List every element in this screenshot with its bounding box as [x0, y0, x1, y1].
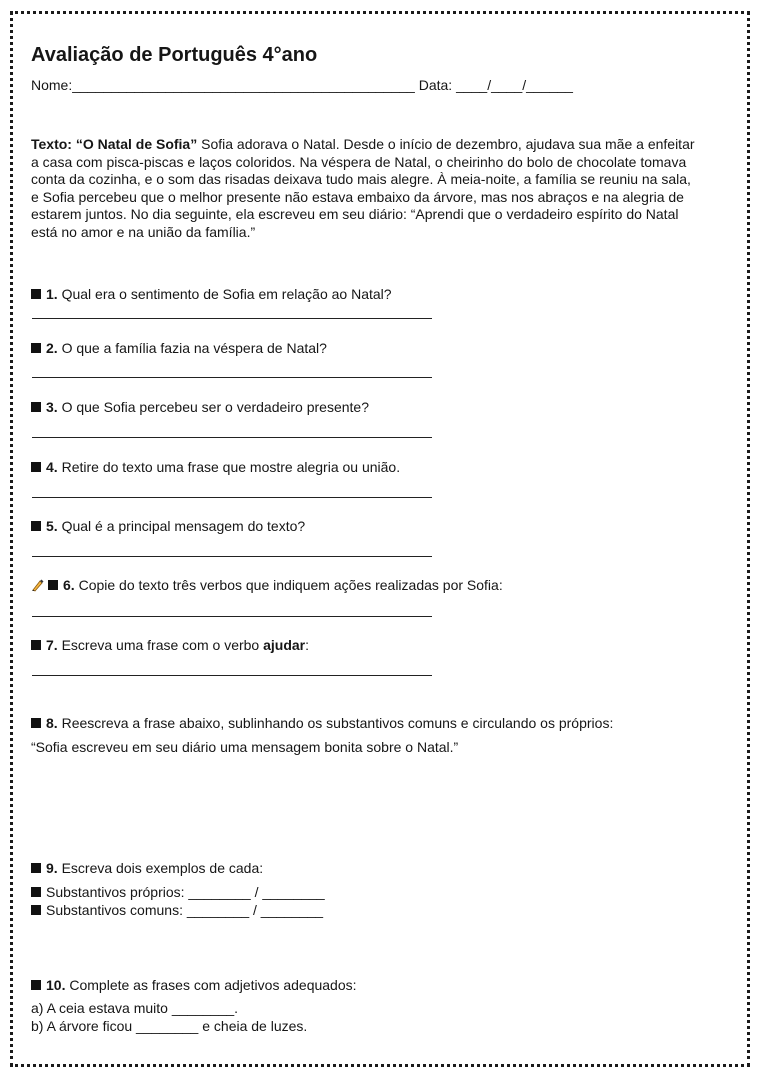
black-square-icon: [31, 462, 41, 472]
question-8-sentence: “Sofia escreveu em seu diário uma mensagem bonita sobre o Natal.”: [31, 739, 459, 755]
black-square-icon: [31, 905, 41, 915]
question-number: 8.: [46, 715, 58, 731]
question-6: [31, 577, 503, 593]
question-number: 6.: [63, 577, 75, 593]
sentence-a[interactable]: a) A ceia estava muito ________.: [31, 1000, 239, 1016]
black-square-icon: [31, 289, 41, 299]
answer-line[interactable]: [32, 497, 432, 498]
black-square-icon: [31, 863, 41, 873]
question-text: Reescreva a frase abaixo, sublinhando os substantivos comuns e circulando os próprios:: [61, 715, 614, 731]
question-10: [31, 977, 357, 993]
item-text: Substantivos próprios: ________ / ________: [46, 884, 325, 900]
question-number: 9.: [46, 860, 58, 876]
story-paragraph: [31, 136, 696, 242]
question-text: Retire do texto uma frase que mostre alegria ou união.: [61, 459, 401, 475]
question-8: [31, 715, 613, 731]
story-body: Sofia adorava o Natal. Desde o início de dezembro, ajudava sua mãe a enfeitar a casa com pisca-piscas e laços coloridos. Na véspera de Natal, o cheirinho do bolo de chocolate tomava conta da cozinha, e o som das risadas deixava tudo mais alegre. À meia-noite, a família se reuniu na sala, e Sofia percebeu que o melhor presente não estava embaixo da árvore, mas nos abraços e na alegria de estarem juntos. No dia seguinte, ela escreveu em seu diário: “Aprendi que o verdadeiro espírito do Natal está no amor e na união da família.”: [31, 136, 695, 240]
black-square-icon: [31, 640, 41, 650]
item-text: Substantivos comuns: ________ / ________: [46, 902, 324, 918]
answer-line[interactable]: [32, 556, 432, 557]
black-square-icon: [31, 980, 41, 990]
answer-line[interactable]: [32, 616, 432, 617]
question-9: [31, 860, 263, 876]
black-square-icon: [31, 402, 41, 412]
answer-line[interactable]: [32, 437, 432, 438]
name-date-field: Nome:____________________________________________ Data: ____/____/______: [31, 77, 573, 93]
question-5: [31, 518, 305, 534]
answer-line[interactable]: [32, 675, 432, 676]
question-number: 3.: [46, 399, 58, 415]
question-number: 1.: [46, 286, 58, 302]
black-square-icon: [31, 718, 41, 728]
answer-line[interactable]: [32, 318, 432, 319]
black-square-icon: [48, 580, 58, 590]
black-square-icon: [31, 887, 41, 897]
question-number: 10.: [46, 977, 66, 993]
question-number: 2.: [46, 340, 58, 356]
question-1: [31, 286, 392, 302]
page-title: Avaliação de Português 4°ano: [31, 44, 318, 66]
question-3: [31, 399, 369, 415]
question-text: Copie do texto três verbos que indiquem ações realizadas por Sofia:: [78, 577, 503, 593]
question-text: O que a família fazia na véspera de Natal?: [61, 340, 327, 356]
question-text: O que Sofia percebeu ser o verdadeiro presente?: [61, 399, 369, 415]
question-text: Escreva dois exemplos de cada:: [61, 860, 264, 876]
question-number: 4.: [46, 459, 58, 475]
question-text: Qual é a principal mensagem do texto?: [61, 518, 306, 534]
question-text: Complete as frases com adjetivos adequados:: [69, 977, 357, 993]
proper-nouns-item[interactable]: [31, 884, 325, 900]
answer-line[interactable]: [32, 377, 432, 378]
text-label: Texto:: [31, 136, 72, 152]
black-square-icon: [31, 521, 41, 531]
question-2: [31, 340, 327, 356]
question-4: [31, 459, 400, 475]
question-number: 7.: [46, 637, 58, 653]
sentence-b[interactable]: b) A árvore ficou ________ e cheia de luzes.: [31, 1018, 308, 1034]
story-title: “O Natal de Sofia”: [75, 136, 198, 152]
question-text: Escreva uma frase com o verbo: [61, 637, 264, 653]
black-square-icon: [31, 343, 41, 353]
writing-hand-icon: [31, 578, 45, 592]
common-nouns-item[interactable]: [31, 902, 323, 918]
question-7: [31, 637, 309, 653]
question-text: Qual era o sentimento de Sofia em relação ao Natal?: [61, 286, 392, 302]
question-text-end: :: [305, 637, 310, 653]
question-number: 5.: [46, 518, 58, 534]
question-keyword: ajudar: [263, 637, 306, 653]
